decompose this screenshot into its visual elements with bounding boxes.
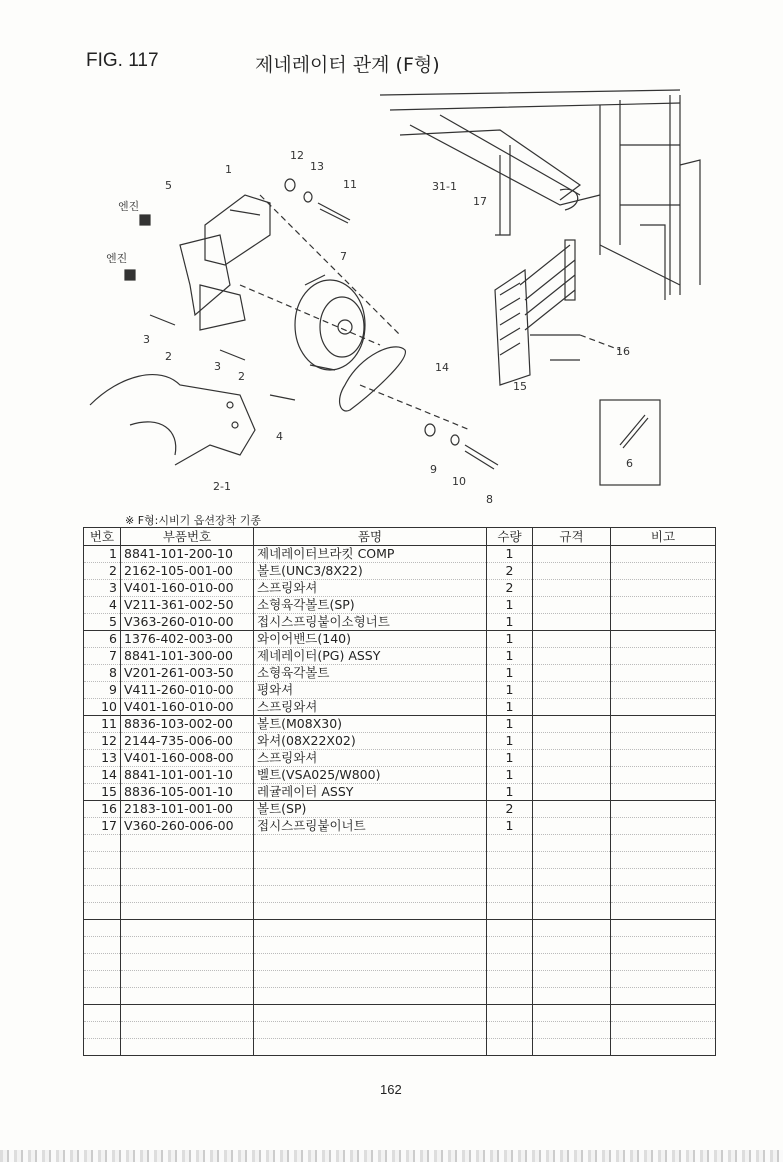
part-name: 레귤레이터 ASSY (254, 784, 487, 801)
quantity (487, 954, 533, 971)
quantity (487, 1039, 533, 1056)
figure-number: FIG. 117 (86, 50, 159, 71)
row-number (84, 954, 121, 971)
table-row (84, 614, 716, 631)
quantity: 1 (487, 682, 533, 699)
remarks (611, 716, 716, 733)
quantity: 1 (487, 614, 533, 631)
part-number: 2162-105-001-00 (121, 563, 254, 580)
row-number: 1 (84, 546, 121, 563)
spec (533, 648, 611, 665)
quantity: 1 (487, 665, 533, 682)
remarks (611, 988, 716, 1005)
row-number (84, 835, 121, 852)
row-number: 17 (84, 818, 121, 835)
row-number: 7 (84, 648, 121, 665)
table-row (84, 1022, 716, 1039)
table-row (84, 971, 716, 988)
part-name: 와셔(08X22X02) (254, 733, 487, 750)
row-number: 12 (84, 733, 121, 750)
row-number: 15 (84, 784, 121, 801)
table-row (84, 682, 716, 699)
remarks (611, 733, 716, 750)
callout-11: 11 (343, 178, 357, 191)
remarks (611, 563, 716, 580)
spec (533, 733, 611, 750)
part-name (254, 903, 487, 920)
quantity (487, 1005, 533, 1022)
remarks (611, 937, 716, 954)
row-number (84, 903, 121, 920)
quantity: 1 (487, 648, 533, 665)
callout-17: 17 (473, 195, 487, 208)
quantity: 1 (487, 750, 533, 767)
part-number: 8841-101-200-10 (121, 546, 254, 563)
row-number: 6 (84, 631, 121, 648)
table-row (84, 818, 716, 835)
quantity (487, 835, 533, 852)
spec (533, 767, 611, 784)
figure-title: 제네레이터 관계 (F형) (255, 54, 440, 76)
spec (533, 665, 611, 682)
part-number (121, 886, 254, 903)
parts-table (83, 527, 716, 1056)
spec (533, 682, 611, 699)
callout-12: 12 (290, 149, 304, 162)
remarks (611, 580, 716, 597)
table-row (84, 1039, 716, 1056)
table-row (84, 903, 716, 920)
spec (533, 631, 611, 648)
remarks (611, 954, 716, 971)
quantity: 1 (487, 546, 533, 563)
quantity (487, 988, 533, 1005)
part-name: 접시스프링붙이너트 (254, 818, 487, 835)
table-row (84, 546, 716, 563)
part-name: 볼트(SP) (254, 801, 487, 818)
row-number (84, 1022, 121, 1039)
part-number: 8841-101-300-00 (121, 648, 254, 665)
table-row (84, 733, 716, 750)
part-number (121, 835, 254, 852)
callout-2-1: 2-1 (213, 480, 231, 493)
remarks (611, 801, 716, 818)
part-number (121, 988, 254, 1005)
remarks (611, 835, 716, 852)
callout-1: 1 (225, 163, 232, 176)
spec (533, 716, 611, 733)
row-number (84, 852, 121, 869)
spec (533, 988, 611, 1005)
part-number: 8836-103-002-00 (121, 716, 254, 733)
header-part-number: 부품번호 (121, 528, 254, 546)
row-number (84, 920, 121, 937)
quantity: 1 (487, 733, 533, 750)
part-name (254, 1022, 487, 1039)
table-row (84, 716, 716, 733)
table-row (84, 750, 716, 767)
table-row (84, 852, 716, 869)
quantity (487, 869, 533, 886)
callout-2b: 2 (238, 370, 245, 383)
table-row (84, 699, 716, 716)
part-number (121, 1005, 254, 1022)
callout-3a: 3 (143, 333, 150, 346)
header-no: 번호 (84, 528, 121, 546)
row-number: 14 (84, 767, 121, 784)
remarks (611, 665, 716, 682)
remarks (611, 971, 716, 988)
remarks (611, 597, 716, 614)
header-remarks: 비고 (611, 528, 716, 546)
quantity: 2 (487, 563, 533, 580)
part-number (121, 869, 254, 886)
callout-engine-bottom: 엔진 (106, 252, 128, 265)
row-number (84, 1039, 121, 1056)
table-row (84, 801, 716, 818)
quantity (487, 903, 533, 920)
part-name: 볼트(M08X30) (254, 716, 487, 733)
remarks (611, 852, 716, 869)
spec (533, 971, 611, 988)
remarks (611, 648, 716, 665)
remarks (611, 903, 716, 920)
parts-table-body (84, 546, 716, 1056)
spec (533, 699, 611, 716)
part-name: 접시스프링붙이소형너트 (254, 614, 487, 631)
table-row (84, 920, 716, 937)
table-row (84, 784, 716, 801)
part-name (254, 971, 487, 988)
remarks (611, 869, 716, 886)
part-name: 평와셔 (254, 682, 487, 699)
remarks (611, 818, 716, 835)
spec (533, 886, 611, 903)
part-name: 소형육각볼트 (254, 665, 487, 682)
callout-5: 5 (165, 179, 172, 192)
callout-9: 9 (430, 463, 437, 476)
part-name: 스프링와셔 (254, 750, 487, 767)
part-number: V401-160-010-00 (121, 580, 254, 597)
part-name: 제네레이터(PG) ASSY (254, 648, 487, 665)
table-row (84, 886, 716, 903)
part-number: V360-260-006-00 (121, 818, 254, 835)
spec (533, 546, 611, 563)
callout-14: 14 (435, 361, 449, 374)
quantity: 1 (487, 699, 533, 716)
part-number (121, 852, 254, 869)
quantity: 1 (487, 767, 533, 784)
scan-edge (0, 1150, 783, 1162)
part-number (121, 1022, 254, 1039)
remarks (611, 1005, 716, 1022)
part-name: 벨트(VSA025/W800) (254, 767, 487, 784)
part-number (121, 1039, 254, 1056)
remarks (611, 614, 716, 631)
table-row (84, 665, 716, 682)
header-spec: 규격 (533, 528, 611, 546)
remarks (611, 886, 716, 903)
spec (533, 920, 611, 937)
part-name (254, 869, 487, 886)
remarks (611, 1022, 716, 1039)
quantity: 2 (487, 580, 533, 597)
remarks (611, 920, 716, 937)
quantity: 1 (487, 818, 533, 835)
row-number (84, 988, 121, 1005)
callout-10: 10 (452, 475, 466, 488)
remarks (611, 1039, 716, 1056)
quantity: 1 (487, 597, 533, 614)
callout-3b: 3 (214, 360, 221, 373)
callout-4: 4 (276, 430, 283, 443)
row-number: 11 (84, 716, 121, 733)
remarks (611, 699, 716, 716)
table-row (84, 631, 716, 648)
quantity: 1 (487, 716, 533, 733)
row-number (84, 971, 121, 988)
part-name: 스프링와셔 (254, 699, 487, 716)
remarks (611, 784, 716, 801)
spec (533, 784, 611, 801)
part-number (121, 954, 254, 971)
table-row (84, 835, 716, 852)
row-number: 5 (84, 614, 121, 631)
quantity (487, 1022, 533, 1039)
part-number: V211-361-002-50 (121, 597, 254, 614)
spec (533, 954, 611, 971)
row-number: 2 (84, 563, 121, 580)
part-number: V363-260-010-00 (121, 614, 254, 631)
quantity: 2 (487, 801, 533, 818)
part-name: 볼트(UNC3/8X22) (254, 563, 487, 580)
callout-13: 13 (310, 160, 324, 173)
part-number: V401-160-010-00 (121, 699, 254, 716)
spec (533, 614, 611, 631)
part-number: 2144-735-006-00 (121, 733, 254, 750)
remarks (611, 682, 716, 699)
quantity: 1 (487, 631, 533, 648)
part-number: 2183-101-001-00 (121, 801, 254, 818)
table-row (84, 954, 716, 971)
part-name: 소형육각볼트(SP) (254, 597, 487, 614)
row-number (84, 1005, 121, 1022)
table-row (84, 767, 716, 784)
callout-16: 16 (616, 345, 630, 358)
spec (533, 580, 611, 597)
spec (533, 1039, 611, 1056)
part-name: 스프링와셔 (254, 580, 487, 597)
part-number: V411-260-010-00 (121, 682, 254, 699)
quantity (487, 852, 533, 869)
row-number (84, 869, 121, 886)
part-name (254, 937, 487, 954)
part-name (254, 1005, 487, 1022)
part-name: 제네레이터브라킷 COMP (254, 546, 487, 563)
spec (533, 1005, 611, 1022)
part-name (254, 835, 487, 852)
remarks (611, 750, 716, 767)
part-name (254, 920, 487, 937)
callout-2a: 2 (165, 350, 172, 363)
table-row (84, 563, 716, 580)
spec (533, 869, 611, 886)
table-row (84, 580, 716, 597)
quantity (487, 920, 533, 937)
spec (533, 937, 611, 954)
spec (533, 597, 611, 614)
option-note: ※ F형:시비기 옵션장착 기종 (125, 514, 261, 527)
part-number: 1376-402-003-00 (121, 631, 254, 648)
part-name (254, 954, 487, 971)
row-number (84, 937, 121, 954)
row-number (84, 886, 121, 903)
callout-engine-top: 엔진 (118, 200, 140, 213)
part-number (121, 937, 254, 954)
header-part-name: 품명 (254, 528, 487, 546)
spec (533, 835, 611, 852)
part-number (121, 971, 254, 988)
callout-6: 6 (626, 457, 633, 470)
row-number: 10 (84, 699, 121, 716)
remarks (611, 631, 716, 648)
spec (533, 818, 611, 835)
callout-7: 7 (340, 250, 347, 263)
row-number: 8 (84, 665, 121, 682)
quantity: 1 (487, 784, 533, 801)
spec (533, 563, 611, 580)
table-row (84, 648, 716, 665)
row-number: 4 (84, 597, 121, 614)
spec (533, 1022, 611, 1039)
part-number: V401-160-008-00 (121, 750, 254, 767)
row-number: 13 (84, 750, 121, 767)
table-row (84, 869, 716, 886)
quantity (487, 886, 533, 903)
row-number: 3 (84, 580, 121, 597)
part-name: 와이어밴드(140) (254, 631, 487, 648)
quantity (487, 937, 533, 954)
callout-31-1: 31-1 (432, 180, 457, 193)
spec (533, 750, 611, 767)
part-number: 8836-105-001-10 (121, 784, 254, 801)
remarks (611, 546, 716, 563)
part-name (254, 886, 487, 903)
part-number: V201-261-003-50 (121, 665, 254, 682)
header-quantity: 수량 (487, 528, 533, 546)
table-row (84, 1005, 716, 1022)
part-number: 8841-101-001-10 (121, 767, 254, 784)
table-header-row (84, 528, 716, 546)
spec (533, 903, 611, 920)
callout-8: 8 (486, 493, 493, 506)
remarks (611, 767, 716, 784)
spec (533, 801, 611, 818)
part-name (254, 852, 487, 869)
table-row (84, 988, 716, 1005)
part-name (254, 988, 487, 1005)
part-number (121, 903, 254, 920)
exploded-parts-diagram (80, 85, 720, 510)
table-row (84, 597, 716, 614)
table-row (84, 937, 716, 954)
part-name (254, 1039, 487, 1056)
row-number: 16 (84, 801, 121, 818)
row-number: 9 (84, 682, 121, 699)
page-number: 162 (380, 1082, 402, 1097)
callout-15: 15 (513, 380, 527, 393)
spec (533, 852, 611, 869)
quantity (487, 971, 533, 988)
part-number (121, 920, 254, 937)
